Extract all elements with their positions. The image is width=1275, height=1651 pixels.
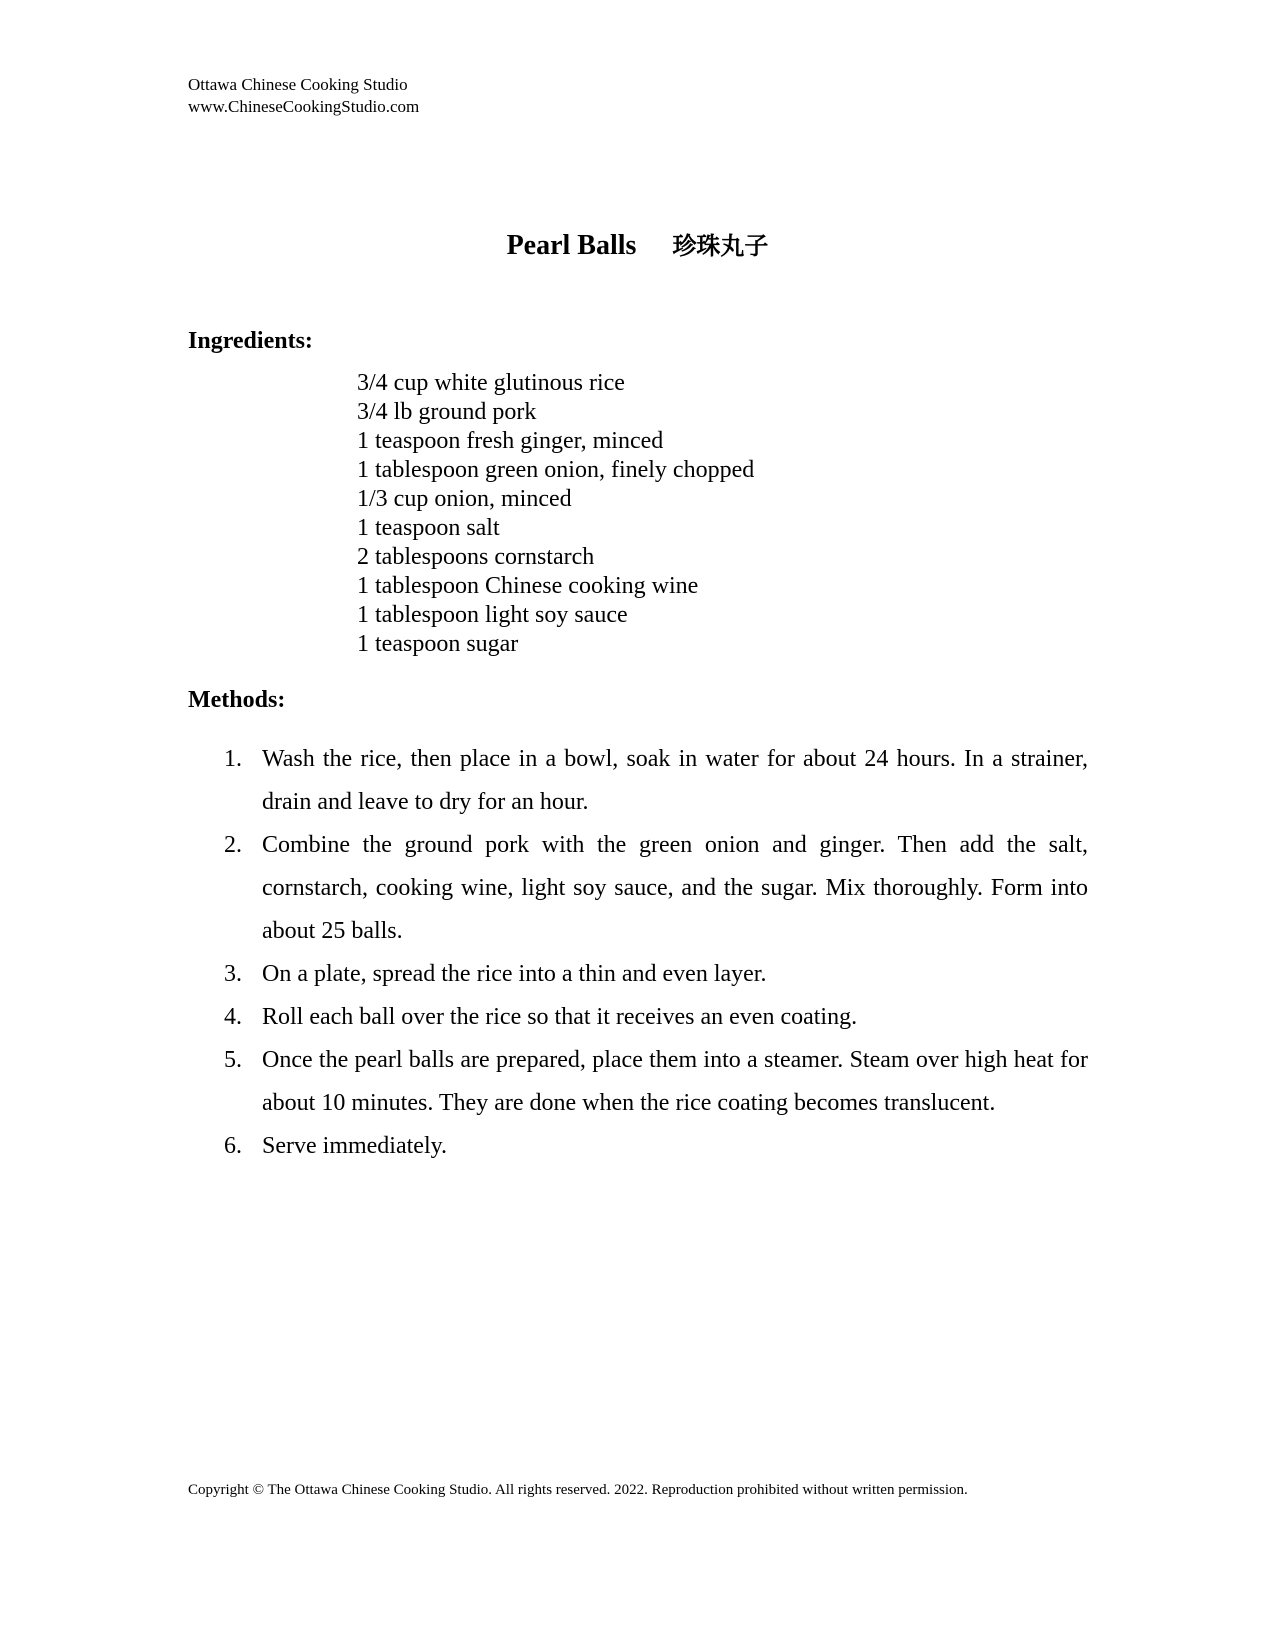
ingredient-item: 1/3 cup onion, minced [357,486,572,512]
methods-list [188,738,1088,1168]
recipe-title-chinese: 珍珠丸子 [672,232,769,260]
ingredient-item: 3/4 lb ground pork [357,399,537,425]
method-step-text: On a plate, spread the rice into a thin and even layer. [262,961,767,987]
method-step [188,953,1088,996]
method-step-text: Wash the rice, then place in a bowl, soak in water for about 24 hours. In a strainer, drain and leave to dry for an hour. [262,746,1088,815]
ingredient-item: 1 tablespoon light soy sauce [357,602,628,628]
ingredient-item: 2 tablespoons cornstarch [357,544,595,570]
ingredient-item: 1 teaspoon fresh ginger, minced [357,428,664,454]
method-step-number: 2. [224,832,242,858]
ingredient-item: 1 tablespoon Chinese cooking wine [357,573,699,599]
methods-heading: Methods: [188,687,286,713]
method-step-text: Serve immediately. [262,1133,448,1159]
ingredient-item: 1 teaspoon salt [357,515,500,541]
ingredients-heading: Ingredients: [188,328,313,354]
method-step-number: 4. [224,1004,242,1030]
ingredient-item: 1 teaspoon sugar [357,631,519,657]
method-step [188,1125,1088,1168]
method-step-number: 1. [224,746,242,772]
method-step [188,738,1088,824]
method-step-text: Roll each ball over the rice so that it receives an even coating. [262,1004,858,1030]
recipe-title [0,228,1275,264]
method-step-text: Once the pearl balls are prepared, place them into a steamer. Steam over high heat for about 10 minutes. They are done when the rice coating becomes translucent. [262,1047,1088,1116]
copyright-footer: Copyright © The Ottawa Chinese Cooking Studio. All rights reserved. 2022. Reproduction prohibited without written permission. [188,1482,968,1498]
method-step-text: Combine the ground pork with the green onion and ginger. Then add the salt, cornstarch, cooking wine, light soy sauce, and the sugar. Mix thoroughly. Form into about 25 balls. [262,832,1088,944]
method-step [188,824,1088,953]
method-step [188,996,1088,1039]
ingredient-item: 1 tablespoon green onion, finely chopped [357,457,755,483]
page-header [188,74,419,118]
method-step-number: 6. [224,1133,242,1159]
method-step-number: 5. [224,1047,242,1073]
ingredients-list [357,369,754,659]
method-step-number: 3. [224,961,242,987]
ingredient-item: 3/4 cup white glutinous rice [357,370,625,396]
method-step [188,1039,1088,1125]
studio-website: www.ChineseCookingStudio.com [188,97,420,116]
studio-name: Ottawa Chinese Cooking Studio [188,75,408,94]
recipe-title-english: Pearl Balls [506,230,637,261]
